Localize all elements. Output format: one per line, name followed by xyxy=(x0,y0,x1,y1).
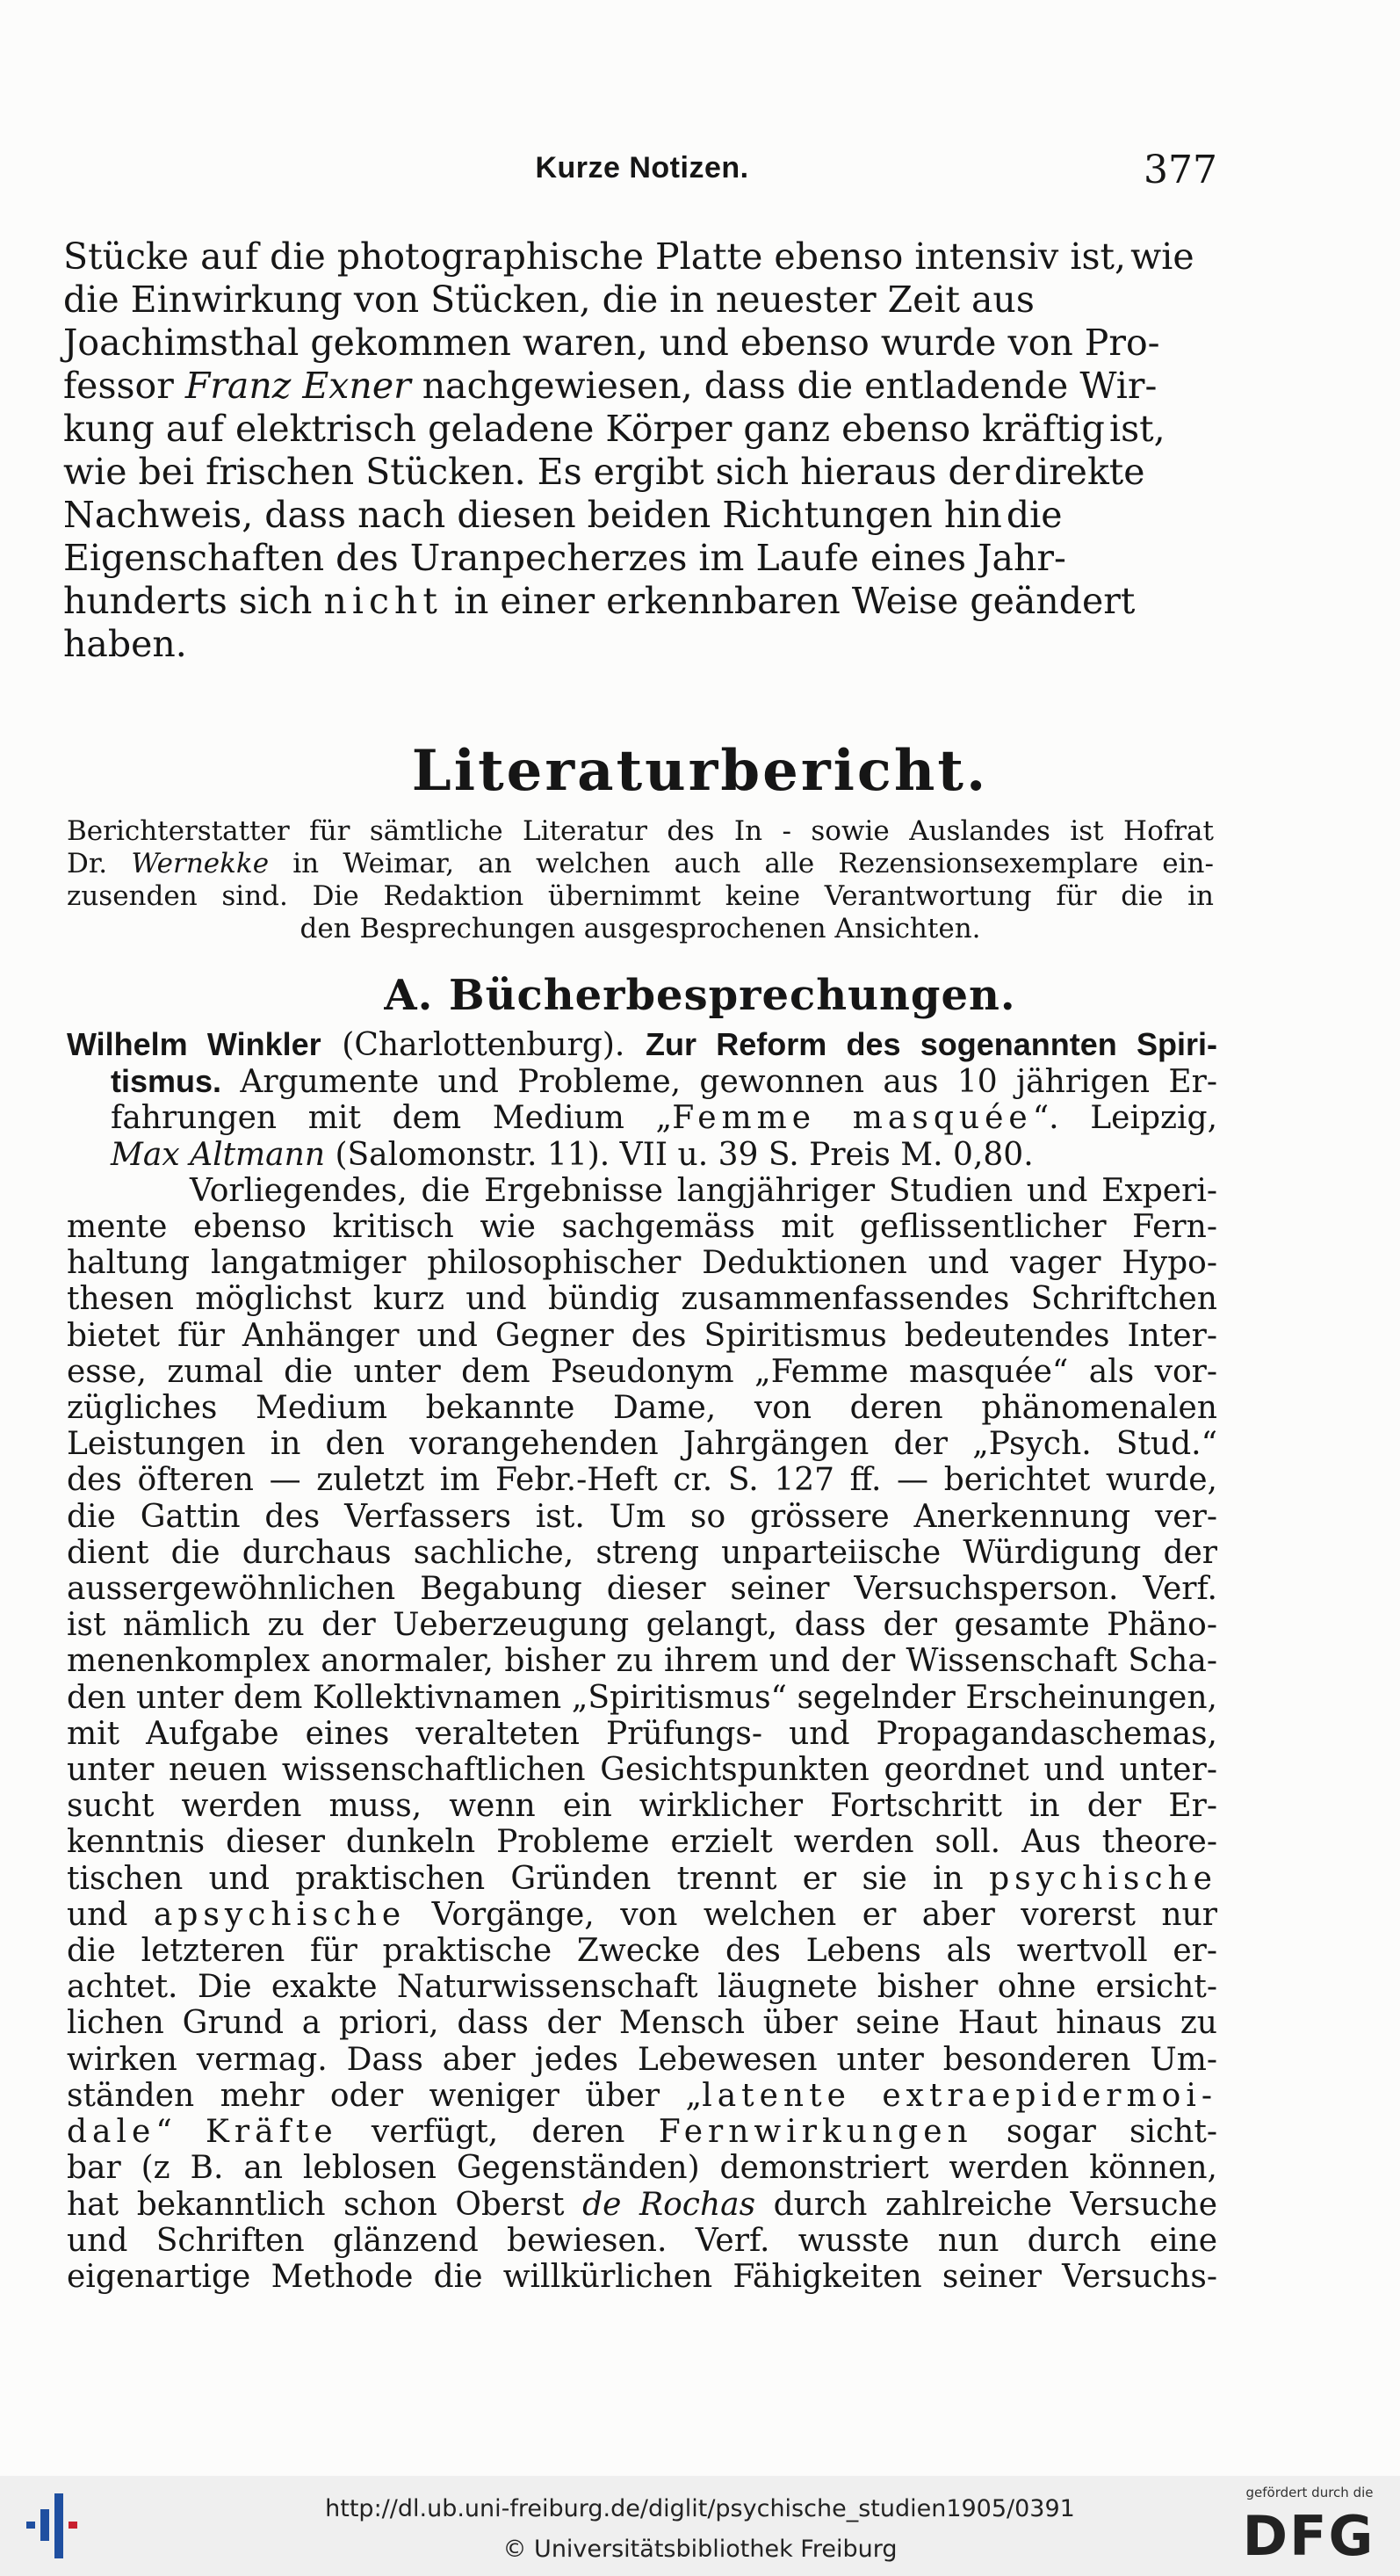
subsection-heading: A. Bücherbesprechungen. xyxy=(384,971,1016,1020)
text-line: thesen möglichst kurz und bündig zusammenfassendes Schriftchen xyxy=(67,1281,1217,1318)
text-line: die Eigenschaften des Uranpecherzes im Laufe eines Jahr- xyxy=(63,494,1066,579)
emphasis-spaced: latente extraepidermoi- xyxy=(702,2077,1217,2114)
document-url-link[interactable]: http://dl.ub.uni-freiburg.de/diglit/psychische_studien1905/0391 xyxy=(325,2495,1075,2522)
text-line: mit Aufgabe eines veralteten Prüfungs- und Propagandaschemas, xyxy=(67,1715,1217,1752)
emphasis-spaced: Femme masquée xyxy=(672,1100,1033,1137)
emphasis-spaced: Kräfte xyxy=(205,2114,338,2151)
text-line: haben. xyxy=(63,623,187,665)
page-number: 377 xyxy=(1144,148,1217,192)
emphasis-spaced: Fernwirkungen xyxy=(658,2114,973,2151)
text-line: fessor Franz Exner nachgewiesen, dass die entladende Wir- xyxy=(63,365,1158,407)
text-line: dale“ Kräfte verfügt, deren Fernwirkungen sogar sicht- xyxy=(67,2114,1217,2151)
text-line: lichen Grund a priori, dass der Mensch über seine Haut hinaus zu xyxy=(67,2005,1217,2042)
review-citation-line: tismus. Argumente und Probleme, gewonnen aus 10 jährigen Er- xyxy=(111,1063,1217,1101)
text-line: ist nämlich zu der Ueberzeugung gelangt, dass der gesamte Phäno- xyxy=(67,1607,1217,1644)
text-line: die Gattin des Verfassers ist. Um so grössere Anerkennung ver- xyxy=(67,1498,1217,1535)
running-title: Kurze Notizen. xyxy=(535,151,749,185)
text-line: Leistungen in den vorangehenden Jahrgängen der „Psych. Stud.“ xyxy=(67,1426,1217,1463)
emphasis-spaced: apsychische xyxy=(153,1896,407,1933)
text-line: sucht werden muss, wenn ein wirklicher Fortschritt in der Er- xyxy=(67,1788,1217,1825)
text-line: hunderts sich nicht in einer erkennbaren Weise geändert xyxy=(63,580,1136,622)
text-line: Joachimsthal gekommen waren, und ebenso wurde von Pro- xyxy=(63,322,1160,364)
review-citation-line: Max Altmann (Salomonstr. 11). VII u. 39 S. Preis M. 0,80. xyxy=(111,1136,1034,1173)
person-name: Franz Exner xyxy=(184,365,411,407)
dfg-wordmark: DFG xyxy=(1242,2504,1375,2568)
text-line: bar (z B. an leblosen Gegenständen) demonstriert werden können, xyxy=(67,2150,1217,2187)
text-line: den Besprechungen ausgesprochenen Ansichten. xyxy=(299,913,981,944)
review-author: Wilhelm Winkler xyxy=(67,1026,321,1062)
paragraph-radium-notes xyxy=(63,235,1216,666)
text-line: Dr. Wernekke in Weimar, an welchen auch alle Rezensionsexemplare ein- xyxy=(67,848,1214,879)
text-line: die letzteren für praktische Zwecke des Lebens als wertvoll er- xyxy=(67,1933,1217,1970)
person-name: de Rochas xyxy=(582,2186,756,2223)
text-line: aussergewöhnlichen Begabung dieser seiner Versuchsperson. Verf. xyxy=(67,1571,1217,1608)
emphasis-spaced: psychische xyxy=(989,1860,1217,1897)
editorial-note xyxy=(67,815,1214,945)
text-line: Vorliegendes, die Ergebnisse langjähriger Studien und Experi- xyxy=(190,1172,1217,1209)
text-line: eigenartige Methode die willkürlichen Fähigkeiten seiner Versuchs- xyxy=(67,2258,1217,2295)
text-line: ständen mehr oder weniger über „latente extraepidermoi- xyxy=(67,2077,1217,2114)
text-line: und apsychische Vorgänge, von welchen er aber vorerst nur xyxy=(67,1896,1218,1933)
review-citation-line: Wilhelm Winkler (Charlottenburg). Zur Reform des sogenannten Spiri- xyxy=(67,1026,1217,1063)
text-line: kung auf elektrisch geladene Körper ganz ebenso kräftig xyxy=(63,408,1105,450)
dfg-logo xyxy=(1235,2485,1384,2569)
copyright-notice: © Universitätsbibliothek Freiburg xyxy=(502,2536,898,2563)
text-line: bietet für Anhänger und Gegner des Spiritismus bedeutendes Inter- xyxy=(67,1317,1217,1354)
section-heading: Literaturbericht. xyxy=(411,738,989,804)
book-review xyxy=(67,1026,1217,2295)
text-line: Stücke auf die photographische Platte ebenso intensiv ist, xyxy=(63,235,1127,278)
person-name: Wernekke xyxy=(131,848,270,879)
text-line: wie die Einwirkung von Stücken, die in neuester Zeit aus xyxy=(63,235,1194,321)
text-line: kenntnis dieser dunkeln Probleme erzielt werden soll. Aus theore- xyxy=(67,1824,1217,1861)
text-line: und Schriften glänzend bewiesen. Verf. wusste nun durch eine xyxy=(67,2222,1217,2259)
publisher-name: Max Altmann xyxy=(111,1136,326,1173)
text-line: haltung langatmiger philosophischer Deduktionen und vager Hypo- xyxy=(67,1245,1217,1282)
text-line: den unter dem Kollektivnamen „Spiritismus“ segelnder Erscheinungen, xyxy=(67,1679,1217,1716)
text-line: achtet. Die exakte Naturwissenschaft läugnete bisher ohne ersicht- xyxy=(67,1969,1217,2006)
page-header xyxy=(67,148,1217,200)
text-line: zügliches Medium bekannte Dame, von deren phänomenalen xyxy=(67,1390,1217,1427)
emphasis-spaced: nicht xyxy=(323,580,443,622)
text-line: tischen und praktischen Gründen trennt er sie in psychische xyxy=(67,1860,1217,1897)
text-line: wirken vermag. Dass aber jedes Lebewesen unter besonderen Um- xyxy=(67,2041,1217,2078)
text-line: des öfteren — zuletzt im Febr.-Heft cr. S. 127 ff. — berichtet wurde, xyxy=(67,1462,1217,1499)
text-line: dient die durchaus sachliche, streng unparteiische Würdigung der xyxy=(67,1534,1217,1571)
viewer-footer xyxy=(0,2476,1400,2576)
text-line: Berichterstatter für sämtliche Literatur des In - sowie Auslandes ist Hofrat xyxy=(67,815,1214,847)
text-line: mente ebenso kritisch wie sachgemäss mit geflissentlicher Fern- xyxy=(67,1209,1217,1246)
review-citation-line: fahrungen mit dem Medium „Femme masquée“. Leipzig, xyxy=(111,1100,1218,1137)
text-line: esse, zumal die unter dem Pseudonym „Femme masquée“ als vor- xyxy=(67,1353,1217,1390)
text-line: direkte Nachweis, dass nach diesen beiden Richtungen hin xyxy=(63,451,1145,536)
dfg-caption: gefördert durch die xyxy=(1245,2485,1374,2500)
text-line: hat bekanntlich schon Oberst de Rochas durch zahlreiche Versuche xyxy=(67,2186,1217,2223)
review-title: Zur Reform des sogenannten Spiri- xyxy=(646,1026,1217,1062)
text-line: zusenden sind. Die Redaktion übernimmt keine Verantwortung für die in xyxy=(67,880,1214,912)
text-line: menenkomplex anormaler, bisher zu ihrem und der Wissenschaft Scha- xyxy=(67,1643,1217,1680)
text-line: ist, wie bei frischen Stücken. Es ergibt sich hieraus der xyxy=(63,408,1165,493)
text-line: unter neuen wissenschaftlichen Gesichtspunkten geordnet und unter- xyxy=(67,1752,1217,1789)
